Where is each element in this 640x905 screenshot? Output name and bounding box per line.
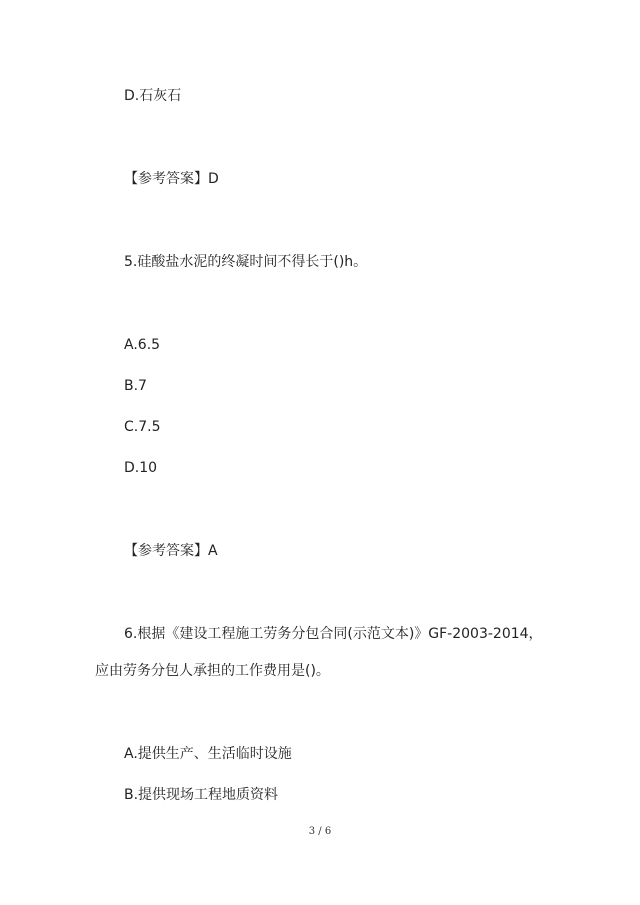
question-5: 5.硅酸盐水泥的终凝时间不得长于()h。	[124, 254, 368, 270]
page-number: 3 / 6	[308, 826, 332, 837]
question-6-line-1: 6.根据《建设工程施工劳务分包合同(示范文本)》GF-2003-2014，	[124, 626, 543, 642]
option-a-q6: A.提供生产、生活临时设施	[124, 746, 292, 762]
option-b-q5: B.7	[124, 378, 147, 394]
question-6-line-2: 应由劳务分包人承担的工作费用是()。	[95, 663, 330, 679]
option-d-q4: D.石灰石	[124, 88, 182, 104]
answer-q5: 【参考答案】A	[124, 543, 218, 559]
option-c-q5: C.7.5	[124, 419, 161, 435]
option-b-q6: B.提供现场工程地质资料	[124, 787, 279, 803]
option-d-q5: D.10	[124, 460, 158, 476]
option-a-q5: A.6.5	[124, 337, 161, 353]
answer-q4: 【参考答案】D	[124, 171, 219, 187]
